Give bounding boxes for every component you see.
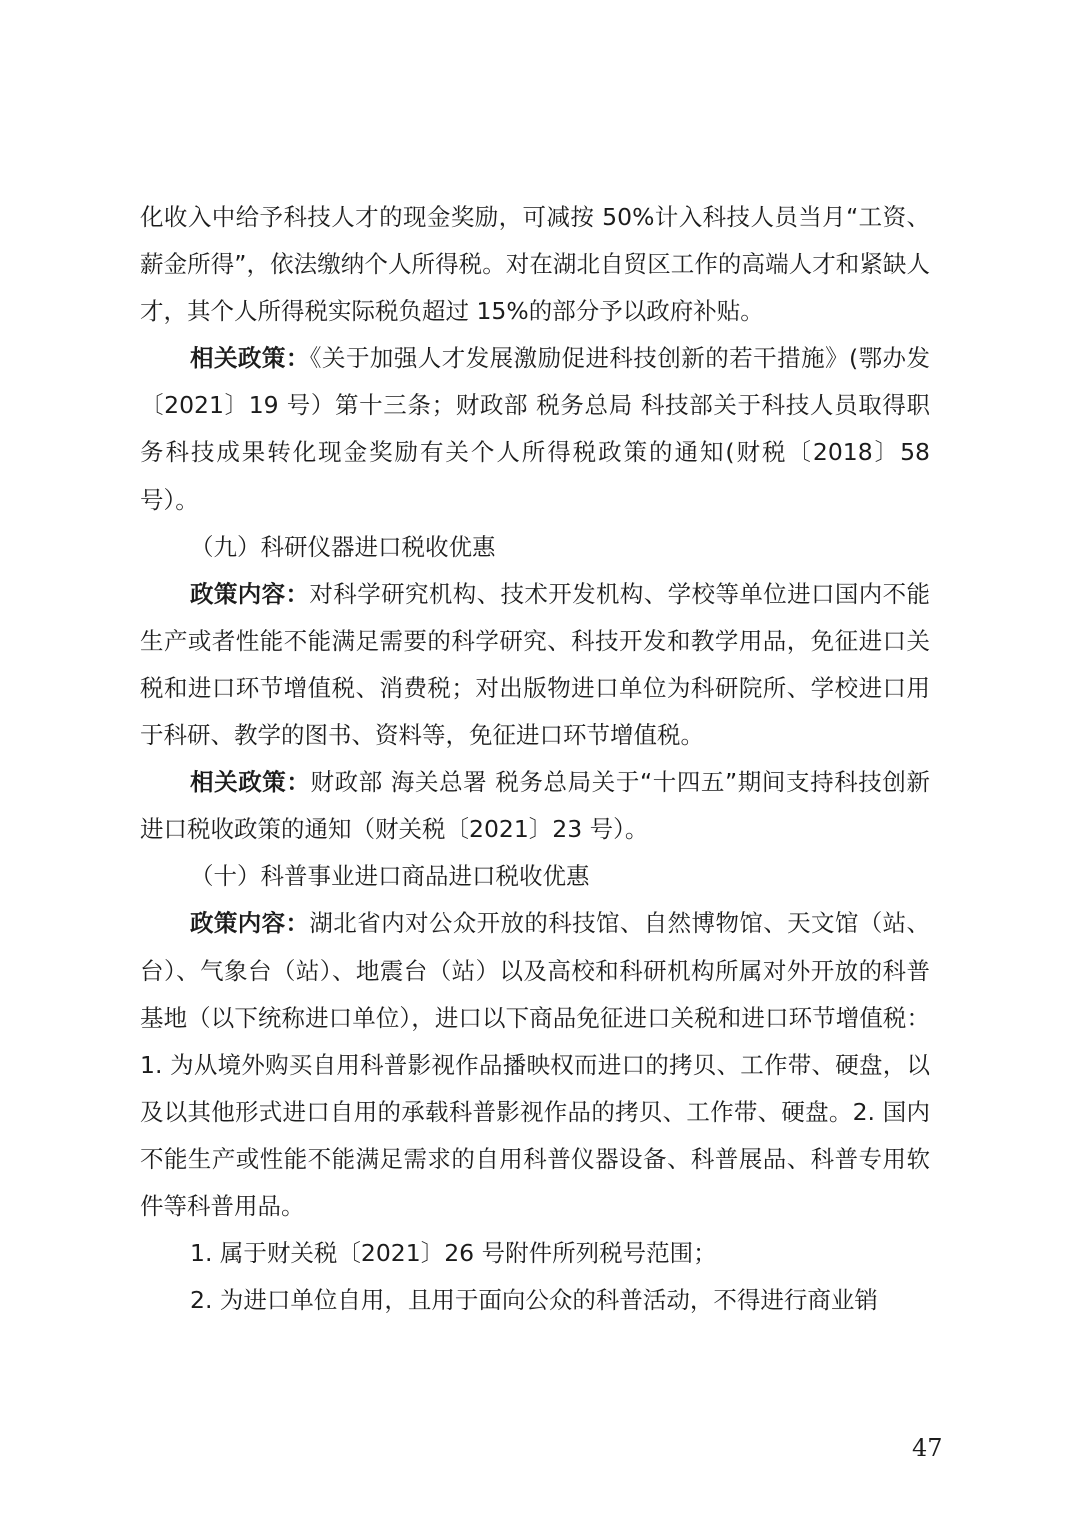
paragraph-text: 化收入中给予科技人才的现金奖励，可减按 50%计入科技人员当月“工资、薪金所得”，依法缴纳个人所得税。对在湖北自贸区工作的高端人才和紧缺人才，其个人所得税实际税负超过 15%的部分予以政府补贴。 (140, 203, 930, 326)
paragraph-text: 《关于加强人才发展激励促进科技创新的若干措施》(鄂办发〔2021〕19 号）第十三条；财政部 税务总局 科技部关于科技人员取得职务科技成果转化现金奖励有关个人所得税政策的通知(财税〔2018〕58 号）。 (140, 344, 931, 514)
list-item-condition-1 (140, 1230, 930, 1277)
section-heading-9 (140, 524, 930, 571)
paragraph-related-policy-1 (140, 335, 930, 523)
list-item-text: 1. 属于财关税〔2021〕26 号附件所列税号范围； (190, 1239, 717, 1268)
heading-text: （十）科普事业进口商品进口税收优惠 (190, 862, 590, 891)
policy-label: 相关政策： (190, 344, 310, 373)
page-number: 47 (912, 1434, 943, 1462)
paragraph-text: 财政部 海关总署 税务总局关于“十四五”期间支持科技创新进口税收政策的通知（财关税〔2021〕23 号）。 (140, 768, 931, 844)
policy-label: 相关政策： (190, 768, 311, 797)
list-item-condition-2 (140, 1277, 930, 1324)
section-heading-10 (140, 853, 930, 900)
paragraph-policy-content-10 (140, 900, 930, 1230)
paragraph-text: 对科学研究机构、技术开发机构、学校等单位进口国内不能生产或者性能不能满足需要的科学研究、科技开发和教学用品，免征进口关税和进口环节增值税、消费税；对出版物进口单位为科研院所、学校进口用于科研、教学的图书、资料等，免征进口环节增值税。 (140, 579, 931, 750)
policy-label: 政策内容： (190, 909, 310, 938)
body-text (140, 194, 930, 1324)
paragraph-text: 湖北省内对公众开放的科技馆、自然博物馆、天文馆（站、台）、气象台（站）、地震台（站）以及高校和科研机构所属对外开放的科普基地（以下统称进口单位），进口以下商品免征进口关税和进口环节增值税：1. 为从境外购买自用科普影视作品播映权而进口的拷贝、工作带、硬盘，以及以其他形式进口自用的承载科普影视作品的拷贝、工作带、硬盘。2. 国内不能生产或性能不能满足需求的自用科普仪器设备、科普展品、科普专用软件等科普用品。 (140, 909, 931, 1220)
list-item-text: 2. 为进口单位自用，且用于面向公众的科普活动，不得进行商业销 (190, 1286, 878, 1315)
heading-text: （九）科研仪器进口税收优惠 (190, 532, 496, 561)
policy-label: 政策内容： (190, 579, 310, 608)
paragraph-related-policy-9 (140, 759, 930, 853)
paragraph-policy-content-9 (140, 571, 930, 759)
paragraph-cash-reward-tax (140, 194, 930, 335)
